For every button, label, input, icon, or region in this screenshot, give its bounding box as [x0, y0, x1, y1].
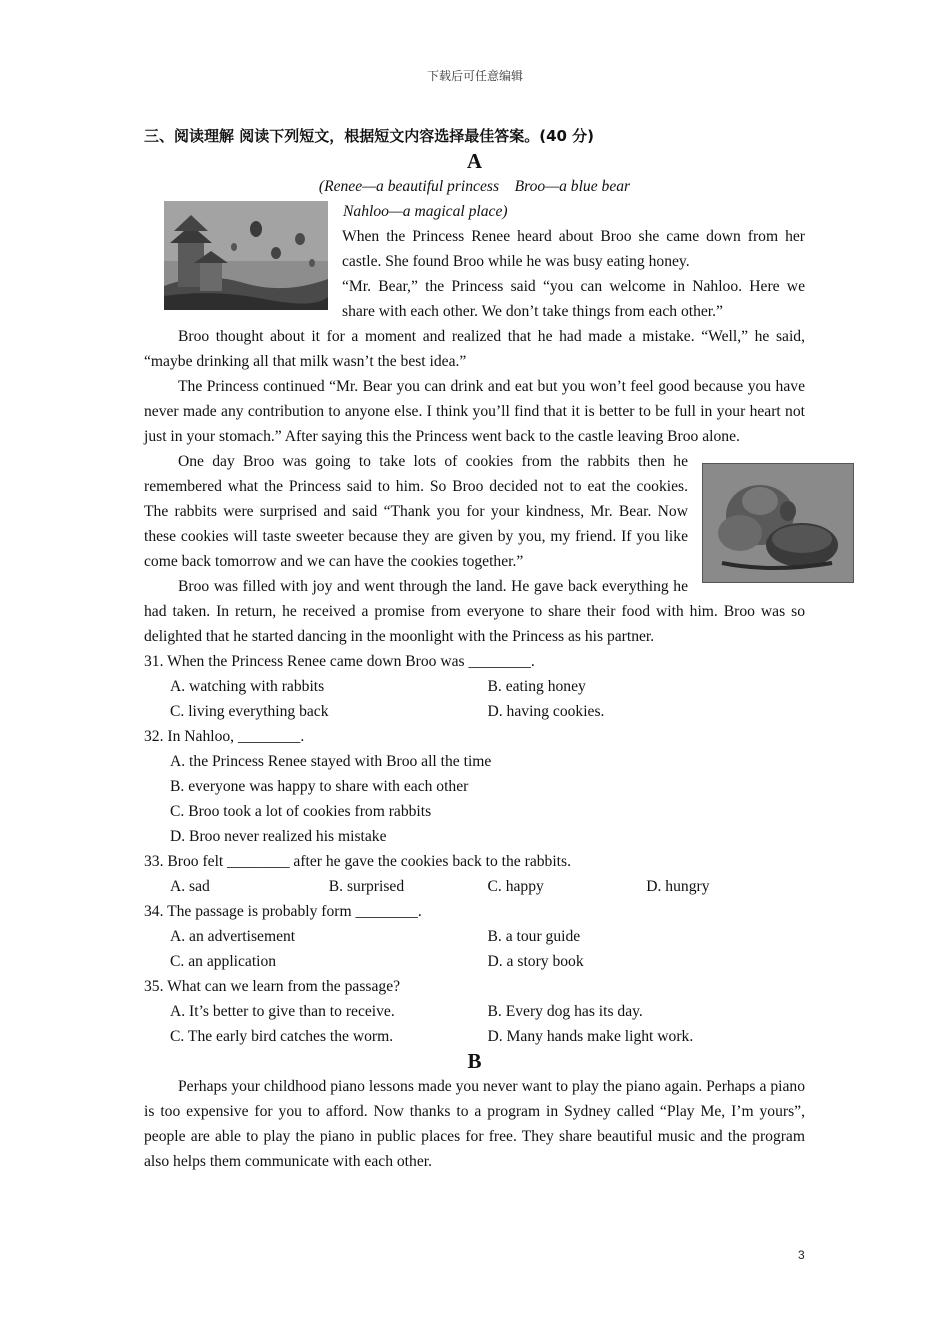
question-stem: 34. The passage is probably form ________. [144, 903, 422, 920]
option-b: B. eating honey [487, 678, 586, 695]
option-d: D. hungry [646, 878, 710, 895]
option-a: A. the Princess Renee stayed with Broo all the time [170, 753, 492, 770]
option-b: B. surprised [328, 878, 405, 895]
passage-b-paragraph: Perhaps your childhood piano lessons made you never want to play the piano again. Perhaps a piano is too expensive for you to afford. Now thanks to a program in Sydney called “Play Me, I’m yours”, people are able to play the piano in public places for free. They share beautiful music and the program also helps them communicate with each other. [144, 1078, 805, 1170]
question-34 [144, 899, 805, 974]
passage-a-intro-line1: (Renee—a beautiful princess Broo—a blue bear [318, 178, 631, 195]
section-heading: 三、阅读理解 阅读下列短文，根据短文内容选择最佳答案。(40 分) [144, 127, 595, 145]
option-c: C. Broo took a lot of cookies from rabbits [170, 803, 432, 820]
page-header: 下载后可任意编辑 [426, 69, 523, 83]
option-c: C. living everything back [170, 703, 329, 720]
passage-a-paragraph: “Mr. Bear,” the Princess said “you can welcome in Nahloo. Here we share with each other. We don’t take things from each other.” [342, 278, 805, 320]
passage-a-paragraph: When the Princess Renee heard about Broo she came down from her castle. She found Broo while he was busy eating honey. [342, 228, 805, 270]
option-a: A. an advertisement [170, 928, 296, 945]
option-b: B. everyone was happy to share with each other [170, 778, 469, 795]
question-stem: 32. In Nahloo, ________. [144, 728, 305, 745]
castle-balloons-illustration [164, 201, 328, 310]
option-d: D. a story book [487, 953, 584, 970]
option-a: A. sad [170, 878, 210, 895]
question-31 [144, 649, 805, 724]
document-body [144, 124, 805, 1174]
option-b: B. Every dog has its day. [487, 1003, 643, 1020]
passage-b-letter: B [467, 1049, 482, 1073]
option-d: D. Broo never realized his mistake [170, 828, 387, 845]
option-c: C. The early bird catches the worm. [170, 1028, 394, 1045]
question-stem: 33. Broo felt ________ after he gave the cookies back to the rabbits. [144, 853, 571, 870]
passage-a-intro-line2: Nahloo—a magical place) [343, 203, 508, 220]
option-c: C. happy [487, 878, 544, 895]
option-a: A. watching with rabbits [170, 678, 325, 695]
passage-a-paragraph: One day Broo was going to take lots of cookies from the rabbits then he remembered what the Princess said to him. So Broo decided not to eat the cookies. The rabbits were surprised and said “Thank you for your kindness, Mr. Bear. Now these cookies will taste sweeter because they are given by you, my friend. If you like come back tomorrow and we can have the cookies together.” [144, 453, 688, 570]
passage-a-paragraph: Broo was filled with joy and went through the land. He gave back everything he had taken. In return, he received a promise from everyone to share their food with him. Broo was so delighted that he started dancing in the moonlight with the Princess as his partner. [144, 578, 805, 645]
option-a: A. It’s better to give than to receive. [170, 1003, 395, 1020]
question-stem: 31. When the Princess Renee came down Broo was ________. [144, 653, 535, 670]
page-number: 3 [798, 1248, 805, 1262]
question-35 [144, 974, 805, 1049]
passage-a-letter: A [466, 149, 483, 173]
option-b: B. a tour guide [487, 928, 581, 945]
question-33 [144, 849, 805, 899]
passage-a-paragraph: The Princess continued “Mr. Bear you can drink and eat but you won’t feel good because you have never made any contribution to anyone else. I think you’ll find that it is better to be full in your heart not just in your stomach.” After saying this the Princess went back to the castle leaving Broo alone. [144, 378, 805, 445]
question-stem: 35. What can we learn from the passage? [144, 978, 401, 995]
passage-a-paragraph: Broo thought about it for a moment and realized that he had made a mistake. “Well,” he said, “maybe drinking all that milk wasn’t the best idea.” [144, 328, 805, 370]
option-c: C. an application [170, 953, 277, 970]
option-d: D. having cookies. [487, 703, 605, 720]
option-d: D. Many hands make light work. [487, 1028, 694, 1045]
question-32 [144, 724, 805, 849]
bear-rabbits-illustration [702, 463, 854, 583]
